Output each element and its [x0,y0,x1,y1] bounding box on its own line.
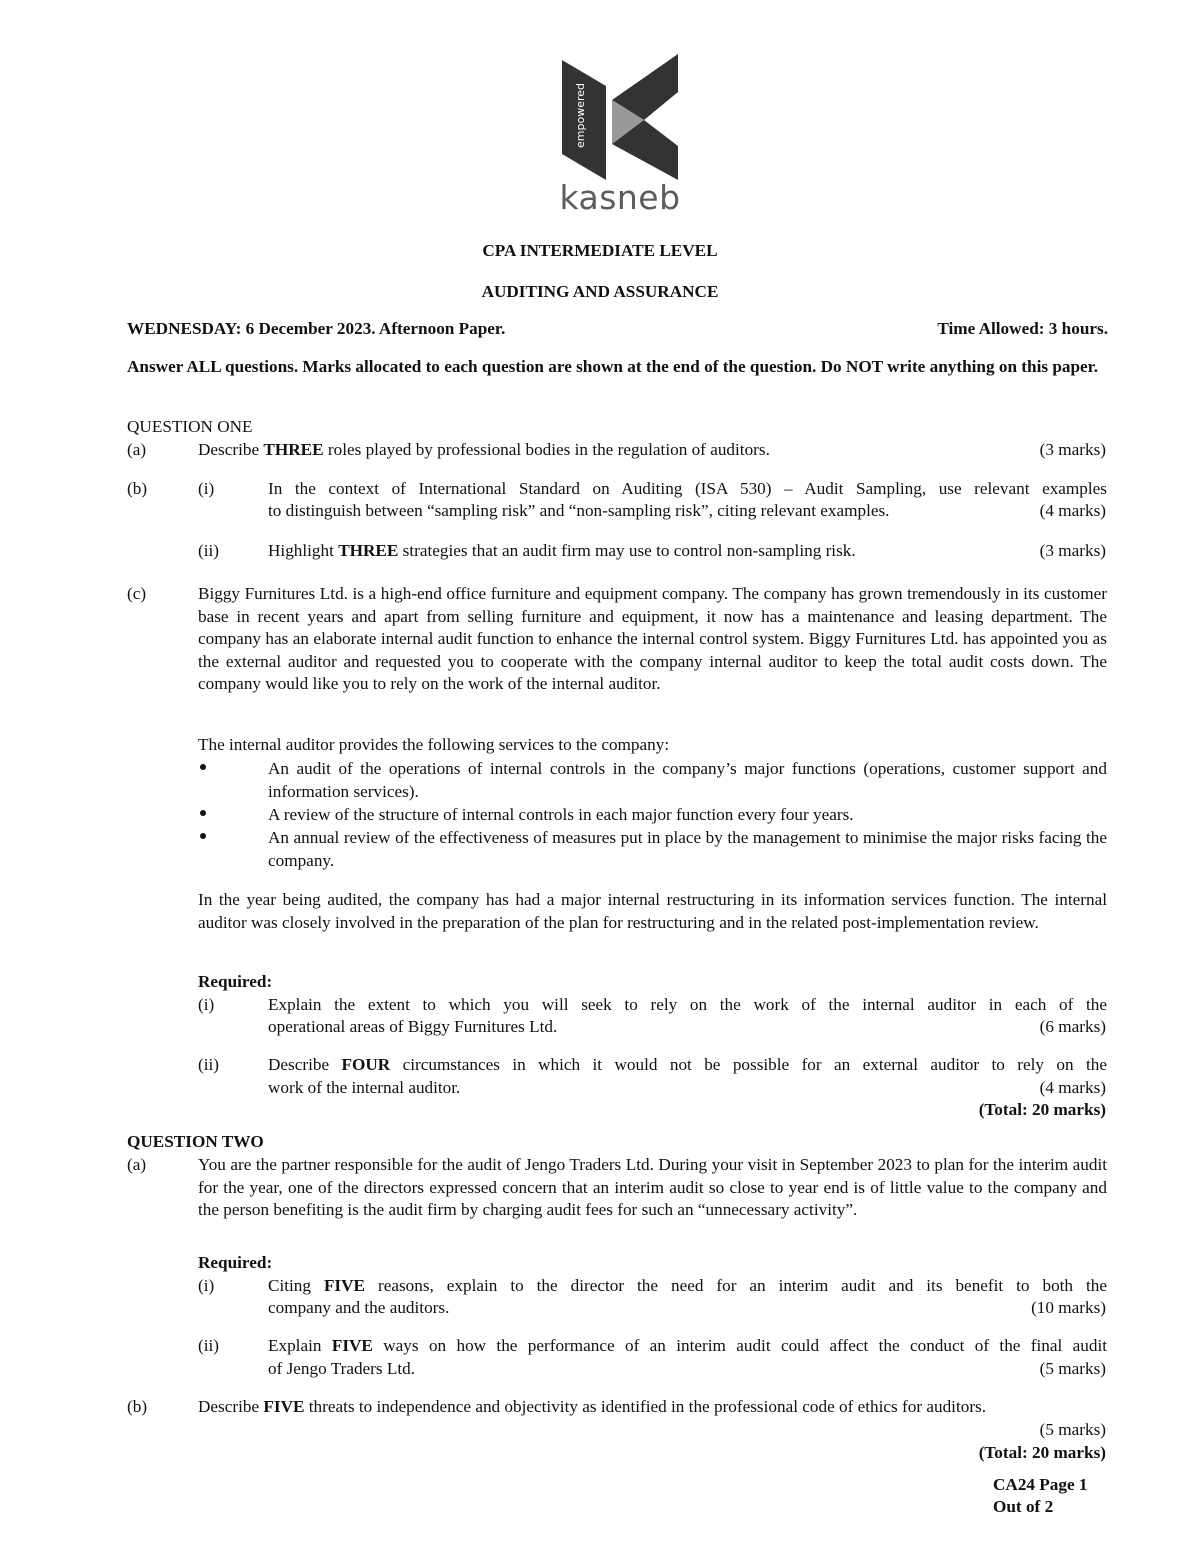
q2-a-i-label: (i) [198,1276,215,1295]
question-one-title: QUESTION ONE [127,417,253,436]
q1-c-ii-label: (ii) [198,1055,219,1074]
q1-c-para2: The internal auditor provides the following services to the company: [198,735,670,754]
q1-c-i-line1: Explain the extent to which you will seek to rely on the work of the internal auditor in each of the [268,995,1107,1014]
q1-c-ii-line2: work of the internal auditor. [268,1078,461,1097]
bullet-icon [198,804,210,816]
page-code: CA24 Page 1 [993,1475,1088,1494]
exam-subject: AUDITING AND ASSURANCE [481,282,719,301]
q1-c-para3: In the year being audited, the company has had a major internal restructuring in its information services function. The internal auditor was closely involved in the preparation of the plan for restructuring and in the related post-implementation review. [198,890,1107,932]
q2-a-ii-label: (ii) [198,1336,219,1355]
q2-a-i-line1: Citing FIVE reasons, explain to the director the need for an interim audit and its benefit to both the [268,1276,1107,1295]
q1-c-bullet-1: An audit of the operations of internal controls in the company’s major functions (operations, customer support and information services). [268,759,1107,801]
exam-level: CPA INTERMEDIATE LEVEL [482,241,718,260]
q1-b-i-line2: to distinguish between “sampling risk” and “non-sampling risk”, citing relevant examples. [268,501,890,520]
q1-c-label: (c) [127,584,147,603]
question-two-title: QUESTION TWO [127,1132,264,1151]
q2-a-i-line2: company and the auditors. [268,1298,450,1317]
time-allowed: Time Allowed: 3 hours. [937,319,1108,338]
q2-a-para: You are the partner responsible for the audit of Jengo Traders Ltd. During your visit in September 2023 to plan for the interim audit for the year, one of the directors expressed concern that an interim audit so close to year end is of little value to the company and the person benefiting is the audit firm by charging audit fees for such an “unnecessary activity”. [198,1155,1107,1220]
q1-a-text: Describe THREE roles played by professional bodies in the regulation of auditors. [198,440,770,459]
q1-a-marks: (3 marks) [1039,440,1106,459]
q1-b-i-marks: (4 marks) [1039,501,1106,520]
q1-b-ii-text: Highlight THREE strategies that an audit firm may use to control non-sampling risk. [268,541,856,560]
q2-b-marks: (5 marks) [1039,1420,1106,1439]
q1-a-label: (a) [127,440,147,459]
logo-tagline: empowered [574,83,587,148]
q1-total: (Total: 20 marks) [978,1100,1106,1119]
exam-instructions: Answer ALL questions. Marks allocated to each question are shown at the end of the question. Do NOT write anything on this paper. [127,357,1099,376]
q1-b-i-label: (i) [198,479,215,498]
q1-c-ii-line1: Describe FOUR circumstances in which it would not be possible for an external auditor to rely on the [268,1055,1107,1074]
q2-total: (Total: 20 marks) [978,1443,1106,1462]
q2-a-ii-line1: Explain FIVE ways on how the performance of an interim audit could affect the conduct of the final audit [268,1336,1107,1355]
bullet-icon [198,758,210,770]
q1-c-required: Required: [198,972,273,991]
q1-b-ii-label: (ii) [198,541,219,560]
q2-a-label: (a) [127,1155,147,1174]
q2-b-text: Describe FIVE threats to independence and objectivity as identified in the professional code of ethics for auditors. [198,1397,987,1416]
q2-b-label: (b) [127,1397,148,1416]
exam-date: WEDNESDAY: 6 December 2023. Afternoon Paper. [127,319,506,338]
bullet-icon [198,827,210,839]
q2-a-i-marks: (10 marks) [1031,1298,1106,1317]
q1-c-i-marks: (6 marks) [1039,1017,1106,1036]
q1-c-bullet-2: A review of the structure of internal controls in each major function every four years. [268,805,854,824]
kasneb-logo-mark-icon [556,50,682,180]
q2-a-ii-marks: (5 marks) [1039,1359,1106,1378]
q1-b-ii-marks: (3 marks) [1039,541,1106,560]
logo-brand-text: kasneb [559,178,681,217]
q1-c-para1: Biggy Furnitures Ltd. is a high-end office furniture and equipment company. The company has grown tremendously in its customer base in recent years and apart from selling furniture and equipment, it now has a maintenance and leasing department. The company has an elaborate internal audit function to enhance the internal control system. Biggy Furnitures Ltd. has appointed you as the external auditor and requested you to cooperate with the company internal auditor to keep the total audit costs down. The company would like you to rely on the work of the internal auditor. [198,584,1107,694]
q1-b-i-line1: In the context of International Standard on Auditing (ISA 530) – Audit Sampling, use relevant examples [268,479,1107,498]
q1-c-ii-marks: (4 marks) [1039,1078,1106,1097]
q1-c-i-label: (i) [198,995,215,1014]
q2-a-ii-line2: of Jengo Traders Ltd. [268,1359,416,1378]
page-of: Out of 2 [993,1497,1054,1516]
q1-b-label: (b) [127,479,148,498]
q1-c-bullet-3: An annual review of the effectiveness of measures put in place by the management to minimise the major risks facing the company. [268,828,1107,870]
q2-a-required: Required: [198,1253,273,1272]
q1-c-i-line2: operational areas of Biggy Furnitures Ltd. [268,1017,558,1036]
